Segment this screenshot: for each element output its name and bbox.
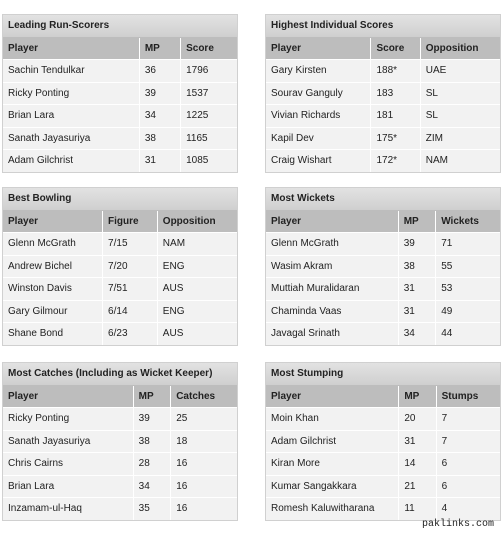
table-cell: 7/20	[103, 255, 158, 278]
table-cell: NAM	[157, 233, 237, 256]
table-cell: 7/51	[103, 278, 158, 301]
table-cell: 31	[398, 278, 435, 301]
panel-title: Best Bowling	[3, 188, 237, 211]
table-cell: Kapil Dev	[266, 127, 371, 150]
table-cell: 172*	[371, 150, 420, 172]
table-cell: 6	[436, 453, 500, 476]
table-cell: Sanath Jayasuriya	[3, 127, 139, 150]
table-cell: Moin Khan	[266, 408, 399, 431]
table-row	[3, 300, 237, 323]
table-cell: 38	[133, 430, 171, 453]
table-cell: 6/23	[103, 323, 158, 345]
column-header: Player	[3, 38, 139, 60]
table-row	[266, 233, 500, 256]
table-cell: Adam Gilchrist	[266, 430, 399, 453]
table-cell: 21	[399, 475, 436, 498]
table-row	[266, 82, 500, 105]
table-row	[266, 105, 500, 128]
table-cell: 31	[398, 300, 435, 323]
table-row	[266, 475, 500, 498]
table-cell: 25	[171, 408, 237, 431]
table-cell: 188*	[371, 60, 420, 83]
table-cell: 1537	[181, 82, 237, 105]
table-cell: Kiran More	[266, 453, 399, 476]
panel-title: Leading Run-Scorers	[3, 15, 237, 38]
table-row	[266, 300, 500, 323]
table-cell: 39	[398, 233, 435, 256]
watermark-text: paklinks.com	[421, 519, 494, 530]
table-cell: Andrew Bichel	[3, 255, 103, 278]
table-row	[3, 255, 237, 278]
column-header: Player	[3, 211, 103, 233]
table-cell: 55	[436, 255, 500, 278]
column-header: Score	[371, 38, 420, 60]
column-header: MP	[139, 38, 180, 60]
table-cell: Gary Kirsten	[266, 60, 371, 83]
table-cell: 35	[133, 498, 171, 520]
most-wickets-panel	[265, 187, 501, 346]
table-cell: 71	[436, 233, 500, 256]
table-cell: NAM	[420, 150, 500, 172]
most-stumping-panel	[265, 362, 501, 521]
leading-run-scorers-panel	[2, 14, 238, 173]
most-catches-table	[3, 386, 237, 520]
table-cell: 7	[436, 408, 500, 431]
table-cell: 7/15	[103, 233, 158, 256]
table-cell: Brian Lara	[3, 475, 133, 498]
table-cell: 34	[133, 475, 171, 498]
table-row	[266, 453, 500, 476]
table-row	[266, 430, 500, 453]
table-cell: Craig Wishart	[266, 150, 371, 172]
table-cell: Javagal Srinath	[266, 323, 398, 345]
best-bowling-table	[3, 211, 237, 345]
table-cell: 20	[399, 408, 436, 431]
table-cell: ZIM	[420, 127, 500, 150]
table-row	[3, 82, 237, 105]
table-cell: 16	[171, 498, 237, 520]
panel-title: Most Catches (Including as Wicket Keeper)	[3, 363, 237, 386]
column-header: Stumps	[436, 386, 500, 408]
table-cell: Inzamam-ul-Haq	[3, 498, 133, 520]
table-cell: Glenn McGrath	[266, 233, 398, 256]
table-cell: 36	[139, 60, 180, 83]
table-cell: Chaminda Vaas	[266, 300, 398, 323]
header-row	[3, 211, 237, 233]
table-cell: Sanath Jayasuriya	[3, 430, 133, 453]
table-cell: 38	[398, 255, 435, 278]
column-header: Score	[181, 38, 237, 60]
table-cell: 4	[436, 498, 500, 520]
panel-title: Most Wickets	[266, 188, 500, 211]
best-bowling-panel	[2, 187, 238, 346]
table-cell: Gary Gilmour	[3, 300, 103, 323]
table-cell: 38	[139, 127, 180, 150]
table-cell: Sourav Ganguly	[266, 82, 371, 105]
column-header: MP	[398, 211, 435, 233]
table-cell: Glenn McGrath	[3, 233, 103, 256]
table-row	[3, 105, 237, 128]
table-cell: SL	[420, 82, 500, 105]
table-row	[3, 453, 237, 476]
panel-title: Most Stumping	[266, 363, 500, 386]
table-cell: 181	[371, 105, 420, 128]
table-row	[3, 430, 237, 453]
table-row	[266, 408, 500, 431]
header-row	[266, 211, 500, 233]
table-cell: 1796	[181, 60, 237, 83]
header-row	[266, 38, 500, 60]
column-header: Opposition	[420, 38, 500, 60]
table-cell: Kumar Sangakkara	[266, 475, 399, 498]
table-cell: 31	[139, 150, 180, 172]
column-header: Player	[266, 386, 399, 408]
table-row	[3, 60, 237, 83]
table-cell: 175*	[371, 127, 420, 150]
table-cell: Winston Davis	[3, 278, 103, 301]
table-cell: 16	[171, 453, 237, 476]
table-cell: Adam Gilchrist	[3, 150, 139, 172]
table-row	[3, 278, 237, 301]
column-header: Wickets	[436, 211, 500, 233]
table-cell: AUS	[157, 323, 237, 345]
table-cell: 183	[371, 82, 420, 105]
table-cell: 34	[139, 105, 180, 128]
table-cell: ENG	[157, 255, 237, 278]
most-stumping-table	[266, 386, 500, 520]
table-cell: 14	[399, 453, 436, 476]
table-row	[3, 233, 237, 256]
header-row	[3, 38, 237, 60]
table-cell: 6/14	[103, 300, 158, 323]
table-row	[3, 408, 237, 431]
column-header: Opposition	[157, 211, 237, 233]
table-cell: 31	[399, 430, 436, 453]
table-row	[266, 127, 500, 150]
table-cell: 1165	[181, 127, 237, 150]
column-header: Player	[3, 386, 133, 408]
table-cell: ENG	[157, 300, 237, 323]
table-cell: Brian Lara	[3, 105, 139, 128]
table-cell: AUS	[157, 278, 237, 301]
table-row	[266, 498, 500, 520]
table-row	[3, 498, 237, 520]
table-row	[3, 323, 237, 345]
column-header: Figure	[103, 211, 158, 233]
table-cell: Wasim Akram	[266, 255, 398, 278]
table-cell: SL	[420, 105, 500, 128]
table-cell: 6	[436, 475, 500, 498]
table-cell: Ricky Ponting	[3, 82, 139, 105]
table-cell: Romesh Kaluwitharana	[266, 498, 399, 520]
table-cell: Chris Cairns	[3, 453, 133, 476]
column-header: Player	[266, 211, 398, 233]
table-cell: 11	[399, 498, 436, 520]
column-header: MP	[133, 386, 171, 408]
table-row	[266, 150, 500, 172]
panel-title: Highest Individual Scores	[266, 15, 500, 38]
table-row	[266, 255, 500, 278]
highest-individual-scores-table	[266, 38, 500, 172]
table-row	[266, 323, 500, 345]
table-cell: 39	[139, 82, 180, 105]
table-row	[3, 150, 237, 172]
table-cell: 44	[436, 323, 500, 345]
table-row	[3, 127, 237, 150]
table-cell: Shane Bond	[3, 323, 103, 345]
column-header: Player	[266, 38, 371, 60]
table-row	[266, 60, 500, 83]
leading-run-scorers-table	[3, 38, 237, 172]
table-cell: Sachin Tendulkar	[3, 60, 139, 83]
column-header: MP	[399, 386, 436, 408]
header-row	[3, 386, 237, 408]
table-cell: 16	[171, 475, 237, 498]
table-cell: Ricky Ponting	[3, 408, 133, 431]
column-header: Catches	[171, 386, 237, 408]
table-cell: 18	[171, 430, 237, 453]
table-cell: 1085	[181, 150, 237, 172]
table-cell: Muttiah Muralidaran	[266, 278, 398, 301]
most-wickets-table	[266, 211, 500, 345]
table-cell: 1225	[181, 105, 237, 128]
table-row	[266, 278, 500, 301]
table-cell: 39	[133, 408, 171, 431]
table-cell: 49	[436, 300, 500, 323]
table-row	[3, 475, 237, 498]
table-cell: Vivian Richards	[266, 105, 371, 128]
header-row	[266, 386, 500, 408]
highest-individual-scores-panel	[265, 14, 501, 173]
table-cell: 34	[398, 323, 435, 345]
table-cell: 53	[436, 278, 500, 301]
table-cell: UAE	[420, 60, 500, 83]
table-cell: 28	[133, 453, 171, 476]
most-catches-panel	[2, 362, 238, 521]
table-cell: 7	[436, 430, 500, 453]
